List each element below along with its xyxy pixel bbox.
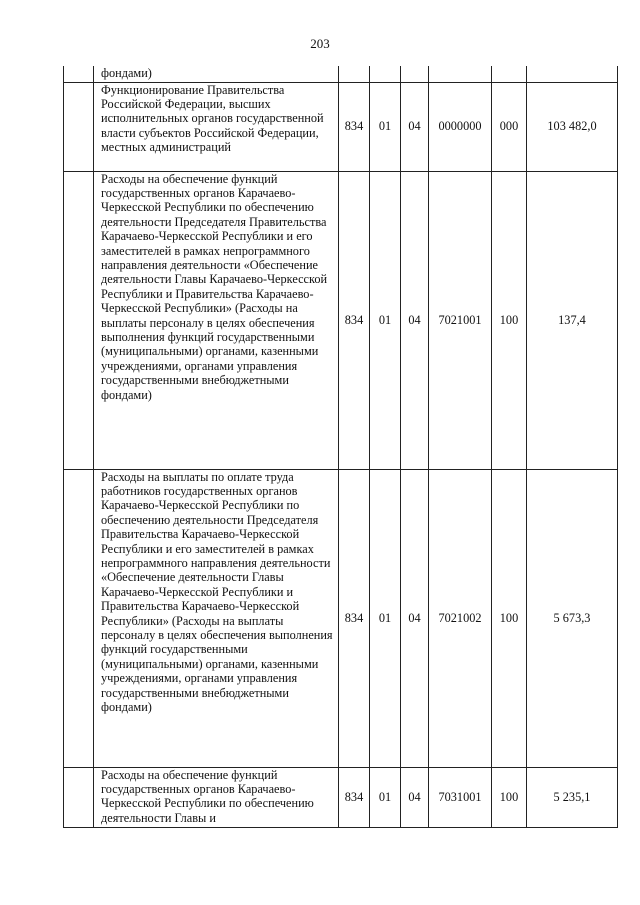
expense-type-code: 000 (492, 82, 527, 171)
section-code: 01 (370, 82, 401, 171)
budget-table (63, 66, 618, 828)
page-number: 203 (310, 36, 330, 51)
target-code: 7021001 (429, 171, 492, 469)
section-code (370, 66, 401, 82)
table-row (64, 82, 618, 171)
expense-type-code (492, 66, 527, 82)
table-row (64, 171, 618, 469)
admin-code (339, 66, 370, 82)
row-description: Расходы на обеспечение функций государственных органов Карачаево-Черкесской Республики по обеспечению деятельности Главы и (94, 767, 339, 827)
blank-cell (64, 171, 94, 469)
admin-code: 834 (339, 171, 370, 469)
row-description: Расходы на обеспечение функций государственных органов Карачаево-Черкесской Республики по обеспечению деятельности Председателя Правительства Карачаево-Черкесской Республики и его заместителей в рамках непрограммного направления деятельности «Обеспечение деятельности Главы Карачаево-Черкесской Республики и Правительства Карачаево-Черкесской Республики» (Расходы на выплаты персоналу в целях обеспечения выполнения функций государственными (муниципальными) органами, казенными учреждениями, органами управления государственными внебюджетными фондами) (94, 171, 339, 469)
target-code: 7021002 (429, 469, 492, 767)
blank-cell (64, 66, 94, 82)
blank-cell (64, 82, 94, 171)
row-description: Расходы на выплаты по оплате труда работников государственных органов Карачаево-Черкесской Республики по обеспечению деятельности Председателя Правительства Карачаево-Черкесской Республики и его заместителей в рамках непрограммного направления деятельности «Обеспечение деятельности Главы Карачаево-Черкесской Республики и Правительства Карачаево-Черкесской Республики» (Расходы на выплаты персоналу в целях обеспечения выполнения функций государственными (муниципальными) органами, казенными учреждениями, органами управления государственными внебюджетными фондами) (94, 469, 339, 767)
row-description: фондами) (94, 66, 339, 82)
target-code: 7031001 (429, 767, 492, 827)
subsection-code: 04 (401, 469, 429, 767)
admin-code: 834 (339, 767, 370, 827)
row-description: Функционирование Правительства Российской Федерации, высших исполнительных органов государственной власти субъектов Российской Федерации, местных администраций (94, 82, 339, 171)
target-code (429, 66, 492, 82)
amount: 103 482,0 (527, 82, 618, 171)
table-row (64, 66, 618, 82)
subsection-code: 04 (401, 767, 429, 827)
section-code: 01 (370, 469, 401, 767)
expense-type-code: 100 (492, 171, 527, 469)
admin-code: 834 (339, 82, 370, 171)
amount: 5 235,1 (527, 767, 618, 827)
expense-type-code: 100 (492, 469, 527, 767)
amount (527, 66, 618, 82)
amount: 137,4 (527, 171, 618, 469)
expense-type-code: 100 (492, 767, 527, 827)
target-code: 0000000 (429, 82, 492, 171)
subsection-code: 04 (401, 82, 429, 171)
amount: 5 673,3 (527, 469, 618, 767)
section-code: 01 (370, 767, 401, 827)
subsection-code (401, 66, 429, 82)
table-row (64, 469, 618, 767)
admin-code: 834 (339, 469, 370, 767)
subsection-code: 04 (401, 171, 429, 469)
blank-cell (64, 767, 94, 827)
table-row (64, 767, 618, 827)
blank-cell (64, 469, 94, 767)
section-code: 01 (370, 171, 401, 469)
